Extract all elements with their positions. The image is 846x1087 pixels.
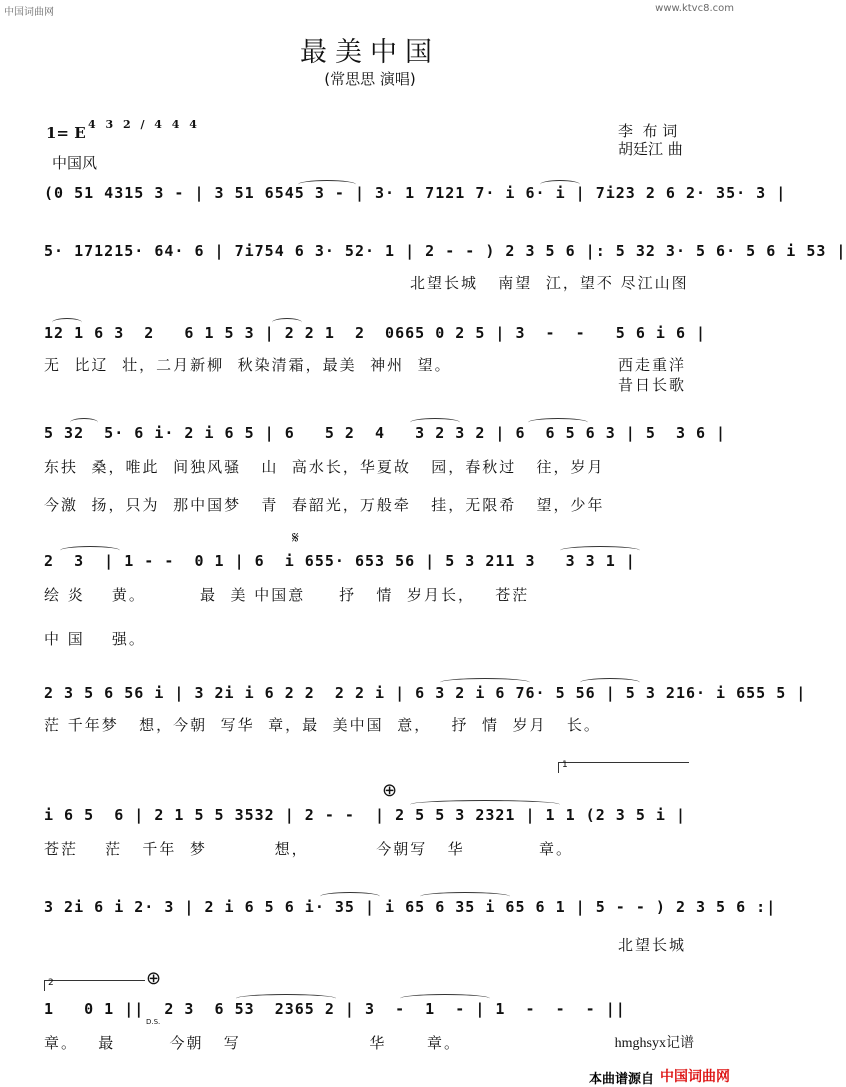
slur bbox=[410, 418, 460, 427]
watermark-right: www.ktvc8.com bbox=[655, 3, 734, 14]
volta-2-label: 2 bbox=[48, 978, 54, 988]
score-row-9-lyrics-1: 章。 最 今朝 写 华 章。 bbox=[44, 1034, 461, 1052]
slur bbox=[298, 180, 356, 189]
slur bbox=[236, 994, 336, 1003]
score-row-6-lyrics-1: 茫 千年梦 想，今朝 写华 章，最 美中国 意， 抒 情 岁月 长。 bbox=[44, 716, 601, 734]
slur bbox=[272, 318, 302, 327]
source-label: 本曲谱源自 bbox=[588, 1072, 654, 1087]
transcriber-credit: hmghsyx记谱 bbox=[614, 1036, 694, 1051]
volta-1-label: 1 bbox=[562, 760, 568, 770]
score-row-3-lyrics-1: 无 比辽 壮，二月新柳 秋染清霜，最美 神州 望。 bbox=[44, 356, 452, 374]
brand-logo-text: 中国词曲网 bbox=[660, 1069, 730, 1085]
time-signatures: 4 3 2 / 4 4 4 bbox=[88, 118, 200, 131]
score-row-5-lyrics-1: 绘 炎 黄。 最 美 中国意 抒 情 岁月长， 苍茫 bbox=[44, 586, 530, 604]
key-signature: 1= E bbox=[46, 124, 86, 142]
score-row-3-lyrics-2: 西走重洋 bbox=[618, 356, 687, 374]
score-row-3-lyrics-3: 昔日长歌 bbox=[618, 376, 687, 394]
score-row-5-notes: 2 3 | 1 - - 0 1 | 6 i 655· 653 56 | 5 3 211 3 3 3 1 | bbox=[44, 552, 636, 570]
slur bbox=[52, 318, 82, 327]
slur bbox=[560, 546, 640, 555]
score-row-1-notes: (0 51 4315 3 - | 3 51 6545 3 - | 3· 1 7121 7· i 6· i | 7i23 2 6 2· 35· 3 | bbox=[44, 184, 787, 202]
style-label: 中国风 bbox=[52, 154, 98, 172]
score-row-4-lyrics-2: 今激 扬，只为 那中国梦 青 春韶光，万般牵 挂，无限希 望，少年 bbox=[44, 496, 605, 514]
slur bbox=[420, 892, 510, 901]
lyricist-credit: 李 布 词 bbox=[618, 122, 678, 140]
slur bbox=[400, 994, 490, 1003]
slur bbox=[410, 800, 560, 809]
ds-marker: D.S. bbox=[146, 1018, 161, 1026]
score-row-2-lyrics-1: 北望长城 南望 江，望不 尽江山图 bbox=[410, 274, 689, 292]
singer-credit: (常思思 演唱) bbox=[324, 70, 416, 88]
slur bbox=[580, 678, 640, 687]
score-row-2-notes: 5· 171215· 64· 6 | 7i754 6 3· 52· 1 | 2 - - ) 2 3 5 6 |: 5 32 3· 5 6· 5 6 i 53 | bbox=[44, 242, 846, 260]
composer-credit: 胡廷江 曲 bbox=[618, 140, 683, 158]
song-title: 最美中国 bbox=[300, 37, 440, 68]
score-row-3-notes: 12 1 6 3 2 6 1 5 3 | 2 2 1 2 0665 0 2 5 | 3 - - 5 6 i 6 | bbox=[44, 324, 707, 342]
score-row-8-lyrics-1: 北望长城 bbox=[618, 936, 687, 954]
volta-bracket-1 bbox=[558, 762, 689, 773]
coda-sign-2: ⊕ bbox=[146, 968, 162, 989]
score-row-4-lyrics-1: 东扶 桑，唯此 间独风骚 山 高水长，华夏故 园，春秋过 往，岁月 bbox=[44, 458, 605, 476]
slur bbox=[440, 678, 530, 687]
slur bbox=[70, 418, 98, 427]
score-row-9-notes: 1 0 1 || 2 3 6 53 2365 2 | 3 - 1 - | 1 - - - || bbox=[44, 1000, 626, 1018]
score-row-6-notes: 2 3 5 6 56 i | 3 2i i 6 2 2 2 2 i | 6 3 2 i 6 76· 5 56 | 5 3 216· i 655 5 | bbox=[44, 684, 807, 702]
slur bbox=[528, 418, 588, 427]
slur bbox=[320, 892, 380, 901]
volta-bracket-2 bbox=[44, 980, 145, 991]
coda-sign: ⊕ bbox=[382, 780, 398, 801]
segno-sign: 𝄋 bbox=[292, 528, 299, 547]
slur bbox=[60, 546, 120, 555]
score-row-8-notes: 3 2i 6 i 2· 3 | 2 i 6 5 6 i· 35 | i 65 6 35 i 65 6 1 | 5 - - ) 2 3 5 6 :| bbox=[44, 898, 777, 916]
score-row-4-notes: 5 32 5· 6 i· 2 i 6 5 | 6 5 2 4 3 2 3 2 | 6 6 5 6 3 | 5 3 6 | bbox=[44, 424, 727, 442]
slur bbox=[540, 180, 580, 189]
score-row-7-lyrics-1: 苍茫 茫 千年 梦 想， 今朝写 华 章。 bbox=[44, 840, 574, 858]
score-row-5-lyrics-2: 中 国 强。 bbox=[44, 630, 146, 648]
score-row-7-notes: i 6 5 6 | 2 1 5 5 3532 | 2 - - | 2 5 5 3 2321 | 1 1 (2 3 5 i | bbox=[44, 806, 686, 824]
watermark-left: 中国词曲网 bbox=[4, 7, 54, 18]
